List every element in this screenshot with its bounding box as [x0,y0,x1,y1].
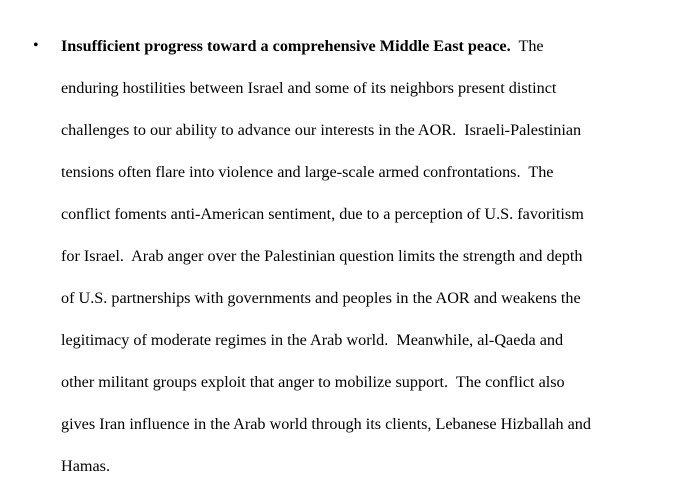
paragraph-line-1 [61,32,544,60]
paragraph-line-5: conflict foments anti-American sentiment, due to a perception of U.S. favoritism [61,205,584,223]
paragraph-line-10: gives Iran influence in the Arab world through its clients, Lebanese Hizballah and [61,415,591,433]
paragraph-line-4: tensions often flare into violence and large-scale armed confrontations. The [61,163,554,181]
bullet-icon: • [33,37,39,54]
paragraph-line-8: legitimacy of moderate regimes in the Arab world. Meanwhile, al-Qaeda and [61,331,564,349]
paragraph-line-3: challenges to our ability to advance our interests in the AOR. Israeli-Palestinian [61,121,582,139]
paragraph-line-9: other militant groups exploit that anger to mobilize support. The conflict also [61,373,565,391]
paragraph-line-2: enduring hostilities between Israel and some of its neighbors present distinct [61,79,557,97]
paragraph-line-6: for Israel. Arab anger over the Palestinian question limits the strength and depth [61,247,583,265]
paragraph-text: The [518,37,544,55]
paragraph-line-7: of U.S. partnerships with governments and peoples in the AOR and weakens the [61,289,581,307]
paragraph-line-11: Hamas. [61,457,110,475]
paragraph-heading: Insufficient progress toward a comprehensive Middle East peace. [61,37,511,55]
